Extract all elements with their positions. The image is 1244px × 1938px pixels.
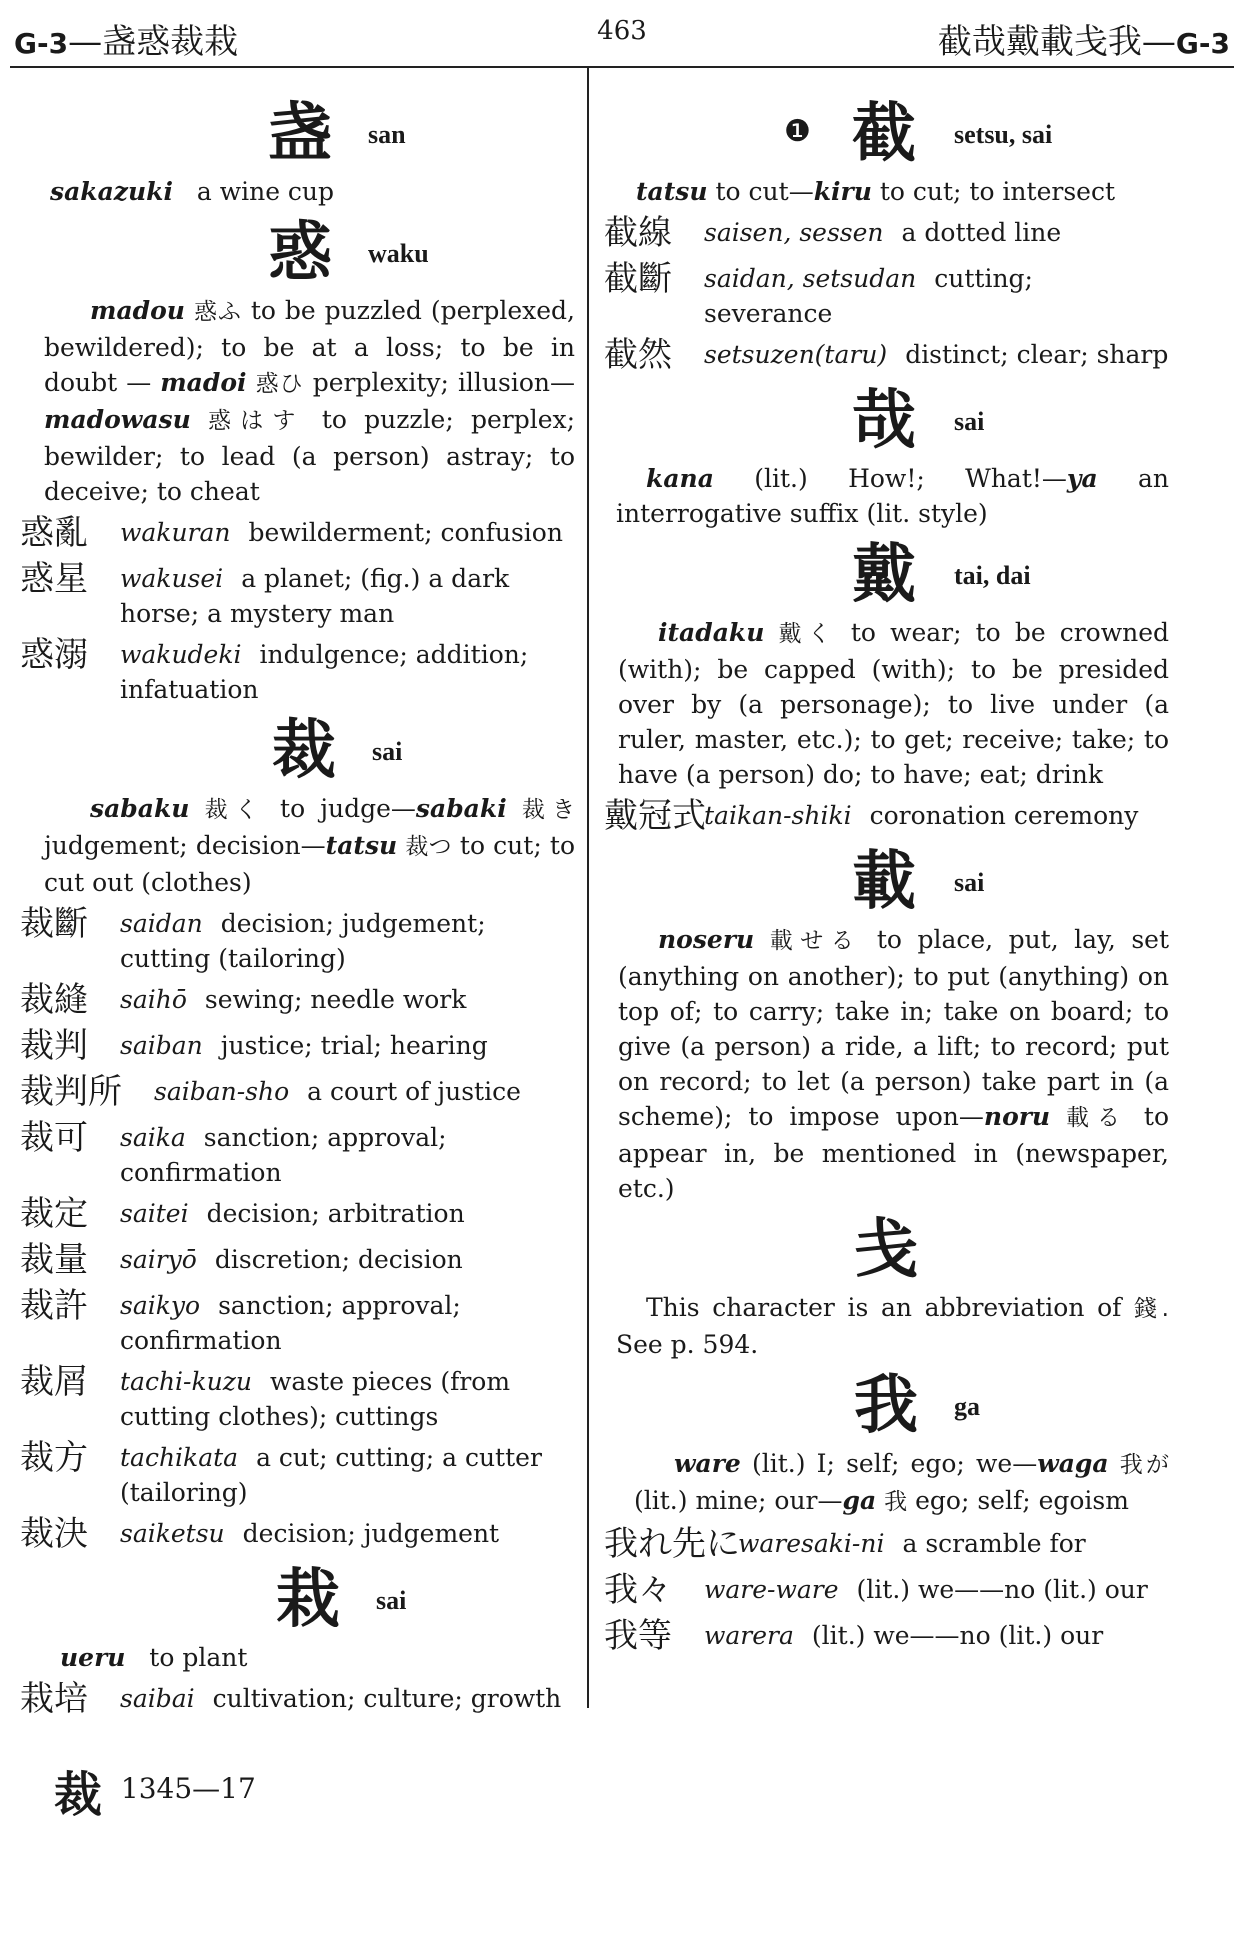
compound-definition: (lit.) we——no (lit.) our (856, 1575, 1148, 1604)
compound-entry (604, 261, 1169, 331)
def-word: ga (842, 1486, 877, 1515)
compound-kanji: 裁量 (20, 1240, 88, 1280)
compound-kanji: 裁斷 (20, 904, 88, 944)
entry-kanji: 盏 (268, 96, 332, 171)
def-text: to be puzzled (perplexed, bewildered); to be at a loss; to be in doubt — (44, 296, 576, 397)
entry-kanji: 載 (852, 844, 916, 919)
entry-reading: sai (954, 407, 985, 436)
def-kana: 戴く (778, 621, 837, 647)
def-text: to cut; to intersect (879, 177, 1115, 206)
def-text: to plant (149, 1643, 248, 1672)
compound-kanji: 裁判 (20, 1026, 88, 1066)
def-text: to puzzle; perplex; bewilder; to lead (a person) astray; to deceive; to cheat (44, 405, 576, 506)
def-text: to appear in, be mentioned in (newspaper, etc.) (618, 1102, 1170, 1203)
def-word: kana (646, 464, 714, 493)
compound-reading: saidan, setsudan (704, 264, 917, 293)
compound-kanji: 截線 (604, 213, 672, 253)
compound-reading: wakudeki (120, 640, 242, 669)
entry-kanji: 栽 (276, 1562, 340, 1637)
compound-definition: sanction; approval; confirmation (120, 1123, 447, 1187)
compound-kanji: 我々 (604, 1570, 672, 1610)
entry-reading: setsu, sai (954, 120, 1053, 149)
compound-definition: indulgence; addition; infatuation (120, 640, 529, 704)
header-left-code: G-3 (14, 27, 69, 60)
def-word: sakazuki (50, 177, 173, 206)
def-text: (lit.) mine; our— (634, 1486, 843, 1515)
compound-kanji: 裁許 (20, 1286, 88, 1326)
def-text: to place, put, lay, set (anything on another); to put (anything) on top of; to carry; take in; take on board; to give (a person) a ride, a lift; to record; put on record; to let (a person) take part in (a scheme); to impose upon— (618, 925, 1169, 1131)
compound-definition: bewilderment; confusion (248, 518, 563, 547)
entry-kanji: 截 (852, 96, 916, 171)
entry-head (20, 215, 575, 291)
def-word: ware (674, 1449, 741, 1478)
def-kana: 裁つ (405, 834, 452, 860)
entry-definition (604, 461, 1169, 531)
entry-reading: san (368, 120, 406, 149)
page-footer (54, 1756, 256, 1825)
compound-reading: saidan (120, 909, 203, 938)
compound-entry (604, 337, 1169, 377)
compound-reading: saibai (120, 1684, 195, 1713)
compound-entry (20, 1288, 575, 1358)
compound-reading: wakuran (120, 518, 231, 547)
compound-reading: saitei (120, 1199, 189, 1228)
entry-definition (604, 174, 1169, 209)
compound-reading: waresaki-ni (738, 1529, 885, 1558)
def-kana: 裁き (521, 797, 575, 823)
compound-reading: saika (120, 1123, 186, 1152)
compound-reading: saiban (120, 1031, 203, 1060)
entry-definition (604, 1446, 1169, 1520)
compound-definition: decision; judgement; cutting (tailoring) (120, 909, 486, 973)
entry-definition (604, 1290, 1169, 1362)
entry-head (604, 1212, 1169, 1288)
def-word: noseru (658, 925, 755, 954)
compound-entry (20, 1120, 575, 1190)
def-word: sabaku (90, 794, 190, 823)
compound-reading: saisen, sessen (704, 218, 884, 247)
compound-definition: a planet; (fig.) a dark horse; a mystery man (120, 564, 510, 628)
def-word: sabaki (415, 794, 507, 823)
compound-entry (20, 1028, 575, 1068)
compound-kanji: 我れ先に (604, 1524, 740, 1564)
header-right-kanji: 截哉戴載戋我— (937, 22, 1176, 62)
entry-head (20, 713, 575, 789)
compound-definition: a dotted line (901, 218, 1062, 247)
def-kana: 惑ふ (193, 299, 242, 325)
compound-kanji: 我等 (604, 1616, 672, 1656)
def-kana: 我 (884, 1489, 908, 1515)
footer-number: 1345—17 (120, 1772, 256, 1805)
entry-reading: waku (368, 239, 429, 268)
def-text: judgement; decision— (44, 831, 326, 860)
compound-reading: warera (704, 1621, 794, 1650)
compound-entry (20, 1242, 575, 1282)
compound-reading: wakusei (120, 564, 224, 593)
compound-reading: saihō (120, 985, 187, 1014)
def-text: perplexity; illusion— (312, 368, 576, 397)
def-kana: 載せる (769, 928, 862, 954)
entry-reading: ga (954, 1392, 980, 1421)
compound-entry (604, 1618, 1169, 1658)
compound-reading: saiban-sho (154, 1077, 290, 1106)
compound-definition: (lit.) we——no (lit.) our (811, 1621, 1104, 1650)
header-left-kanji: —盏惑裁栽 (68, 22, 239, 62)
entry-kanji: 戴 (852, 537, 916, 612)
compound-definition: a cut; cutting; a cutter (tailoring) (120, 1443, 542, 1507)
def-word: tatsu (325, 831, 398, 860)
compound-definition: decision; judgement (242, 1519, 500, 1548)
entry-kanji: 戋 (854, 1212, 918, 1287)
compound-kanji: 裁可 (20, 1118, 88, 1158)
entry-reading: sai (372, 737, 403, 766)
footer-kanji: 裁 (54, 1767, 103, 1823)
compound-kanji: 截然 (604, 335, 672, 375)
def-text: to cut; to cut out (clothes) (44, 831, 575, 897)
def-text: an interrogative suffix (lit. style) (616, 464, 1170, 528)
compound-reading: saikyo (120, 1291, 201, 1320)
compound-entry (604, 215, 1169, 255)
compound-entry (20, 637, 575, 707)
compound-entry (20, 561, 575, 631)
entry-reading: sai (954, 868, 985, 897)
page-number: 463 (597, 16, 647, 46)
compound-kanji: 惑亂 (20, 513, 88, 553)
compound-kanji: 裁定 (20, 1194, 88, 1234)
entry-kanji: 我 (854, 1368, 918, 1443)
compound-definition: a scramble for (902, 1529, 1086, 1558)
compound-reading: setsuzen(taru) (704, 340, 888, 369)
left-column (20, 96, 575, 1727)
compound-definition: waste pieces (from cutting clothes); cuttings (120, 1367, 511, 1431)
cross-ref-text: See p. 594. (616, 1330, 759, 1359)
def-kana: 惑はす (207, 408, 305, 434)
compound-entry (20, 1681, 575, 1721)
def-kana: 我が (1119, 1452, 1170, 1478)
cross-ref-kanji: 錢. (1134, 1296, 1169, 1322)
page-header (0, 0, 1244, 72)
compound-kanji: 裁判所 (20, 1072, 122, 1112)
entry-reading: tai, dai (954, 561, 1031, 590)
def-word: tatsu (636, 177, 708, 206)
def-kana: 惑ひ (255, 371, 304, 397)
def-text: a wine cup (196, 177, 335, 206)
entry-definition (20, 174, 575, 209)
compound-definition: distinct; clear; sharp (905, 340, 1169, 369)
compound-definition: justice; trial; hearing (220, 1031, 488, 1060)
def-text: to cut— (715, 177, 814, 206)
compound-definition: cultivation; culture; growth (212, 1684, 562, 1713)
column-divider (587, 68, 589, 1708)
def-text: to judge— (280, 794, 416, 823)
entry-reading: sai (376, 1586, 407, 1615)
entry-definition (20, 791, 575, 900)
def-text: (lit.) I; self; ego; we— (751, 1449, 1038, 1478)
header-right (938, 14, 1230, 63)
def-word: madoi (160, 368, 247, 397)
compound-kanji: 戴冠式 (604, 796, 706, 836)
def-word: madowasu (44, 405, 191, 434)
right-column (604, 96, 1169, 1664)
compound-kanji: 栽培 (20, 1679, 88, 1719)
def-word: kiru (813, 177, 872, 206)
entry-head (20, 1562, 575, 1638)
def-text: ego; self; egoism (915, 1486, 1129, 1515)
def-word: ya (1066, 464, 1098, 493)
compound-entry (20, 906, 575, 976)
compound-definition: cutting; severance (704, 264, 1033, 328)
entry-head (604, 1368, 1169, 1444)
header-right-code: G-3 (1175, 27, 1230, 60)
compound-reading: ware-ware (704, 1575, 839, 1604)
def-kana: 載る (1066, 1105, 1128, 1131)
entry-head (20, 96, 575, 172)
def-word: itadaku (658, 618, 765, 647)
entry-head (604, 537, 1169, 613)
def-word: ueru (60, 1643, 126, 1672)
entry-definition (20, 293, 575, 509)
compound-entry (20, 982, 575, 1022)
entry-head (604, 844, 1169, 920)
def-text: (lit.) How!; What!— (754, 464, 1067, 493)
compound-definition: discretion; decision (214, 1245, 463, 1274)
compound-reading: saiketsu (120, 1519, 225, 1548)
def-word: noru (983, 1102, 1051, 1131)
def-text: to wear; to be crowned (with); be capped (with); to be presided over by (a personage); to live under (a ruler, master, etc.); to get; receive; take; to have (a person) do; to have; eat; drink (618, 618, 1169, 789)
compound-entry (20, 1440, 575, 1510)
compound-definition: a court of justice (307, 1077, 521, 1106)
compound-reading: tachikata (120, 1443, 239, 1472)
compound-entry (20, 1196, 575, 1236)
compound-kanji: 惑溺 (20, 635, 88, 675)
entry-definition (604, 615, 1169, 792)
compound-definition: sewing; needle work (204, 985, 467, 1014)
compound-reading: sairyō (120, 1245, 197, 1274)
compound-definition: coronation ceremony (869, 801, 1139, 830)
compound-kanji: 截斷 (604, 259, 672, 299)
compound-definition: sanction; approval; confirmation (120, 1291, 461, 1355)
compound-entry (20, 1074, 575, 1114)
def-text: This character is an abbreviation of (646, 1293, 1122, 1322)
def-word: madou (90, 296, 185, 325)
entry-kanji: 裁 (272, 713, 336, 788)
compound-entry (20, 1364, 575, 1434)
compound-kanji: 惑星 (20, 559, 88, 599)
compound-entry (604, 1526, 1169, 1566)
compound-entry (20, 515, 575, 555)
compound-entry (20, 1516, 575, 1556)
entry-head (604, 383, 1169, 459)
compound-kanji: 裁屑 (20, 1362, 88, 1402)
compound-entry (604, 1572, 1169, 1612)
compound-kanji: 裁方 (20, 1438, 88, 1478)
compound-kanji: 裁縫 (20, 980, 88, 1020)
header-rule (10, 66, 1234, 68)
entry-definition (20, 1640, 575, 1675)
entry-kanji: 哉 (852, 383, 916, 458)
entry-mark-icon: ❶ (784, 114, 811, 149)
compound-definition: decision; arbitration (206, 1199, 465, 1228)
def-word: waga (1037, 1449, 1109, 1478)
compound-entry (604, 798, 1169, 838)
compound-kanji: 裁決 (20, 1514, 88, 1554)
compound-reading: tachi-kuzu (120, 1367, 253, 1396)
entry-kanji: 惑 (268, 215, 332, 290)
entry-definition (604, 922, 1169, 1206)
def-kana: 裁く (204, 797, 265, 823)
compound-reading: taikan-shiki (704, 801, 852, 830)
entry-head (604, 96, 1169, 172)
